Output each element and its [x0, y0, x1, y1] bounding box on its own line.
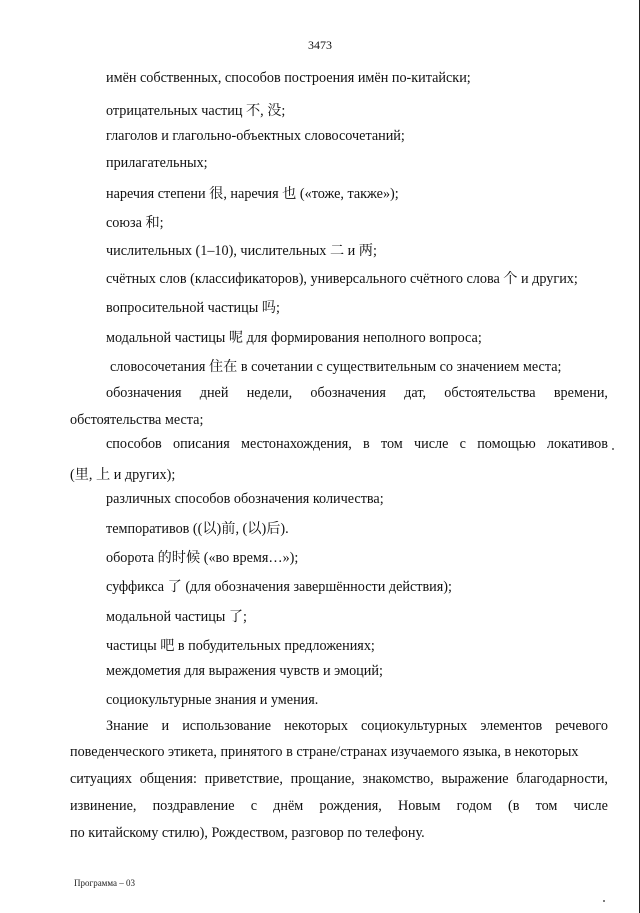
word: выражение — [441, 771, 509, 787]
paragraph-line: поведенческого этикета, принятого в стране/странах изучаемого языка, в некоторых — [70, 744, 579, 760]
word: рождения, — [319, 798, 382, 814]
scan-speck — [612, 448, 614, 450]
word: обстоятельства — [444, 385, 536, 401]
word: в — [363, 436, 370, 452]
list-item: прилагательных; — [106, 155, 208, 171]
list-item: глаголов и глагольно-объектных словосочетаний; — [106, 128, 405, 144]
word: годом — [456, 798, 492, 814]
word: местонахождения, — [240, 436, 352, 452]
word: времени, — [553, 385, 608, 401]
word: с — [250, 798, 258, 814]
list-item: частицы 吧 в побудительных предложениях; — [106, 638, 375, 654]
word: днём — [273, 798, 304, 814]
word: Новым — [397, 798, 441, 814]
paragraph-line: по китайскому стилю), Рождеством, разговор по телефону. — [70, 825, 425, 841]
word: (в — [507, 798, 520, 814]
word: дней — [199, 385, 229, 401]
word: том — [380, 436, 403, 452]
word: ситуациях — [70, 771, 132, 787]
word: социокультурных — [360, 718, 468, 734]
list-item: различных способов обозначения количества; — [106, 491, 384, 507]
word: использование — [182, 718, 272, 734]
list-item: междометия для выражения чувств и эмоций; — [106, 663, 383, 679]
list-item: имён собственных, способов построения имён по-китайски; — [106, 70, 471, 86]
paragraph-line-justified — [106, 385, 608, 402]
paragraph-line-justified — [106, 436, 608, 453]
word: прощание, — [290, 771, 355, 787]
word: числе — [414, 436, 449, 452]
list-item: числительных (1–10), числительных 二 и 两; — [106, 243, 377, 259]
list-item: вопросительной частицы 吗; — [106, 300, 280, 316]
word: описания — [172, 436, 230, 452]
word: элементов — [480, 718, 543, 734]
word: и — [161, 718, 170, 734]
word: некоторых — [284, 718, 348, 734]
word: помощью — [477, 436, 536, 452]
word: обозначения — [310, 385, 386, 401]
footer-program-label: Программа – 03 — [74, 878, 136, 888]
scan-speck — [603, 900, 605, 902]
word: дат, — [404, 385, 426, 401]
word: способов — [106, 436, 162, 452]
word: благодарности, — [516, 771, 608, 787]
list-item: темпоративов ((以)前, (以)后). — [106, 521, 289, 537]
list-item: модальной частицы 了; — [106, 609, 248, 625]
paragraph-line-justified — [70, 798, 608, 815]
word: знакомство, — [362, 771, 434, 787]
word: приветствие, — [204, 771, 283, 787]
word: обозначения — [106, 385, 182, 401]
word: извинение, — [70, 798, 137, 814]
paragraph-line-justified — [106, 718, 608, 735]
list-item: социокультурные знания и умения. — [106, 692, 319, 708]
word: поздравление — [152, 798, 235, 814]
list-item: суффикса 了 (для обозначения завершённости действия); — [106, 579, 452, 595]
list-item: счётных слов (классификаторов), универсального счётного слова 个 и других; — [106, 271, 578, 287]
word: с — [459, 436, 466, 452]
paragraph-line-justified — [70, 771, 608, 788]
list-item: отрицательных частиц 不, 没; — [106, 103, 286, 119]
list-item: наречия степени 很, наречия 也 («тоже, также»); — [106, 186, 399, 202]
page-number: 3473 — [308, 38, 332, 52]
list-item: союза 和; — [106, 215, 164, 231]
word: локативов — [546, 436, 608, 452]
word: Знание — [106, 718, 149, 734]
word: общения: — [139, 771, 197, 787]
paragraph-line: обстоятельства места; — [70, 412, 204, 428]
word: числе — [573, 798, 608, 814]
word: недели, — [246, 385, 293, 401]
list-item: словосочетания 住在 в сочетании с существительным со значением места; — [110, 359, 562, 375]
list-item: модальной частицы 呢 для формирования неполного вопроса; — [106, 330, 482, 346]
word: речевого — [555, 718, 608, 734]
list-item: оборота 的时候 («во время…»); — [106, 550, 299, 566]
paragraph-line: (里, 上 и других); — [70, 467, 176, 483]
word: том — [535, 798, 558, 814]
